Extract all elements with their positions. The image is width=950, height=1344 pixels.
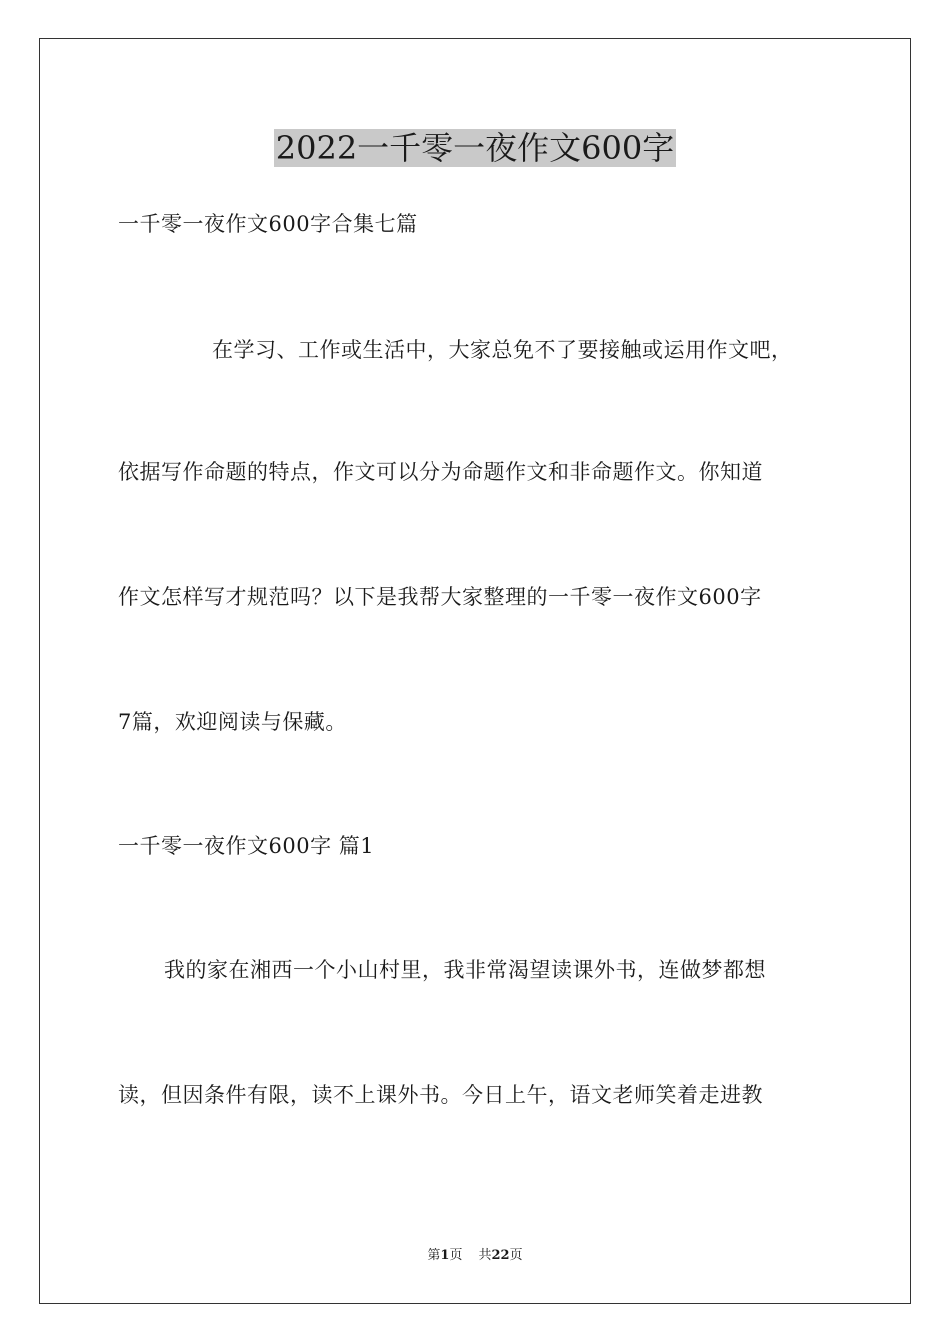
intro-line-2: 依据写作命题的特点，作文可以分为命题作文和非命题作文。你知道 <box>118 460 763 484</box>
intro-line-1: 在学习、工作或生活中，大家总免不了要接触或运用作文吧， <box>212 338 793 362</box>
intro-line-3: 作文怎样写才规范吗？以下是我帮大家整理的一千零一夜作文600字 <box>118 585 762 609</box>
document-subtitle: 一千零一夜作文600字合集七篇 <box>118 212 418 236</box>
footer-page-total: 22 <box>491 1248 510 1263</box>
document-title <box>0 126 950 170</box>
body-line-2: 读，但因条件有限，读不上课外书。今日上午，语文老师笑着走进教 <box>118 1083 763 1107</box>
intro-line-4: 7篇，欢迎阅读与保藏。 <box>118 710 347 734</box>
footer-page-prefix: 第 <box>427 1248 441 1263</box>
footer-total-prefix: 共 <box>478 1248 492 1263</box>
body-line-1: 我的家在湘西一个小山村里，我非常渴望读课外书，连做梦都想 <box>164 958 766 982</box>
footer-page-current: 1 <box>440 1248 450 1263</box>
footer-total-suffix: 页 <box>509 1248 523 1263</box>
document-title-text: 2022一千零一夜作文600字 <box>275 129 675 167</box>
page-footer <box>0 1247 950 1265</box>
footer-page-mid: 页 <box>449 1248 463 1263</box>
section-heading: 一千零一夜作文600字 篇1 <box>118 834 375 858</box>
